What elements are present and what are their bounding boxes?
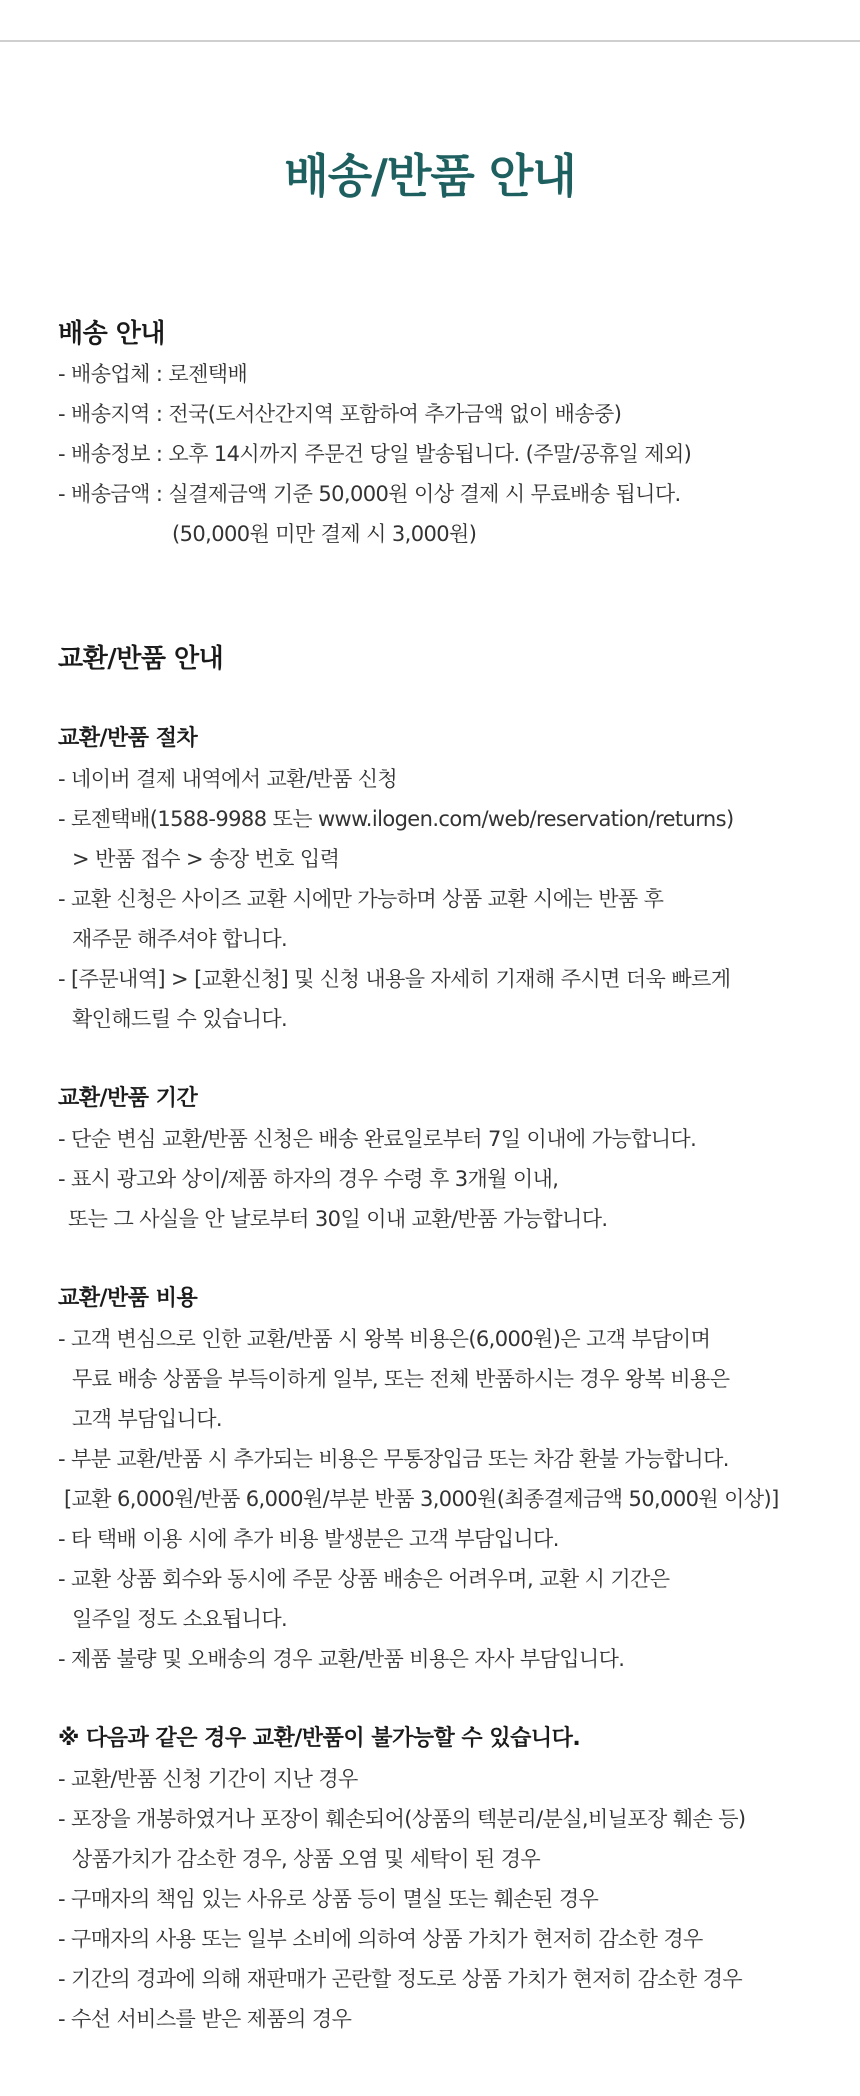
restrictions-line: - 포장을 개봉하였거나 포장이 훼손되어(상품의 텍분리/분실,비닐포장 훼손 등) — [58, 1807, 746, 1831]
restrictions-line: - 구매자의 사용 또는 일부 소비에 의하여 상품 가치가 현저히 감소한 경우 — [58, 1927, 703, 1951]
cost-line: [교환 6,000원/반품 6,000원/부분 반품 3,000원(최종결제금액 50,000원 이상)] — [64, 1487, 779, 1511]
cost-line: 무료 배송 상품을 부득이하게 일부, 또는 전체 반품하시는 경우 왕복 비용은 — [72, 1367, 730, 1391]
cost-line: - 타 택배 이용 시에 추가 비용 발생분은 고객 부담입니다. — [58, 1527, 559, 1551]
cost-line: - 고객 변심으로 인한 교환/반품 시 왕복 비용은(6,000원)은 고객 부담이며 — [58, 1327, 711, 1351]
procedure-line: - [주문내역] > [교환신청] 및 신청 내용을 자세히 기재해 주시면 더욱 빠르게 — [58, 967, 731, 991]
procedure-line: - 로젠택배(1588-9988 또는 www.ilogen.com/web/reservation/returns) — [58, 807, 734, 831]
period-line: 또는 그 사실을 안 날로부터 30일 이내 교환/반품 가능합니다. — [68, 1207, 608, 1231]
shipping-line: - 배송업체 : 로젠택배 — [58, 362, 248, 386]
shipping-line: - 배송금액 : 실결제금액 기준 50,000원 이상 결제 시 무료배송 됩니다. — [58, 482, 681, 506]
returns-section-title: 교환/반품 안내 — [58, 644, 224, 674]
top-divider — [0, 40, 860, 42]
info-content — [58, 314, 838, 2039]
restrictions-line: - 교환/반품 신청 기간이 지난 경우 — [58, 1767, 358, 1791]
period-line: - 단순 변심 교환/반품 신청은 배송 완료일로부터 7일 이내에 가능합니다. — [58, 1127, 697, 1151]
procedure-title: 교환/반품 절차 — [58, 726, 198, 751]
restrictions-line: - 구매자의 책임 있는 사유로 상품 등이 멸실 또는 훼손된 경우 — [58, 1887, 599, 1911]
procedure-line: 재주문 해주셔야 합니다. — [72, 927, 288, 951]
shipping-line: - 배송지역 : 전국(도서산간지역 포함하여 추가금액 없이 배송중) — [58, 402, 622, 426]
procedure-line: 확인해드릴 수 있습니다. — [72, 1007, 288, 1031]
cost-line: 일주일 정도 소요됩니다. — [72, 1607, 288, 1631]
cost-line: - 부분 교환/반품 시 추가되는 비용은 무통장입금 또는 차감 환불 가능합니다. — [58, 1447, 729, 1471]
shipping-section-title: 배송 안내 — [58, 319, 166, 349]
procedure-line: - 교환 신청은 사이즈 교환 시에만 가능하며 상품 교환 시에는 반품 후 — [58, 887, 664, 911]
period-line: - 표시 광고와 상이/제품 하자의 경우 수령 후 3개월 이내, — [58, 1167, 559, 1191]
cost-line: - 제품 불량 및 오배송의 경우 교환/반품 비용은 자사 부담입니다. — [58, 1647, 625, 1671]
shipping-line: (50,000원 미만 결제 시 3,000원) — [172, 522, 477, 546]
procedure-line: > 반품 접수 > 송장 번호 입력 — [72, 847, 340, 871]
restrictions-title: ※ 다음과 같은 경우 교환/반품이 불가능할 수 있습니다. — [58, 1726, 581, 1751]
cost-title: 교환/반품 비용 — [58, 1286, 198, 1311]
restrictions-line: 상품가치가 감소한 경우, 상품 오염 및 세탁이 된 경우 — [72, 1847, 541, 1871]
restrictions-line: - 기간의 경과에 의해 재판매가 곤란할 정도로 상품 가치가 현저히 감소한 경우 — [58, 1967, 743, 1991]
period-title: 교환/반품 기간 — [58, 1086, 198, 1111]
page-title: 배송/반품 안내 — [284, 149, 576, 203]
procedure-line: - 네이버 결제 내역에서 교환/반품 신청 — [58, 767, 398, 791]
cost-line: 고객 부담입니다. — [72, 1407, 222, 1431]
cost-line: - 교환 상품 회수와 동시에 주문 상품 배송은 어려우며, 교환 시 기간은 — [58, 1567, 670, 1591]
restrictions-line: - 수선 서비스를 받은 제품의 경우 — [58, 2007, 352, 2031]
shipping-line: - 배송정보 : 오후 14시까지 주문건 당일 발송됩니다. (주말/공휴일 제외) — [58, 442, 692, 466]
